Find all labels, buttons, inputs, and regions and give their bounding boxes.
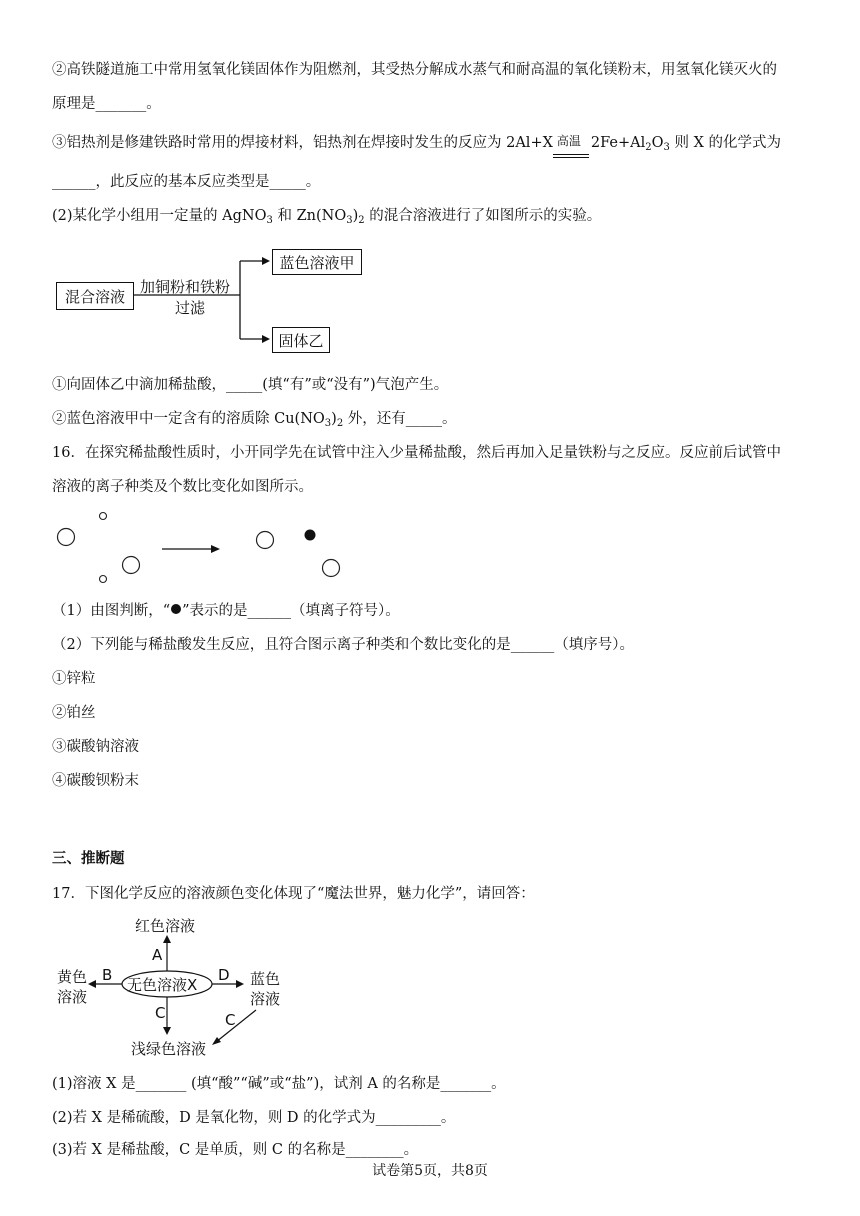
q-line-1: ②高铁隧道施工中常用氢氧化镁固体作为阻燃剂，其受热分解成水蒸气和耐高温的氧化镁粉末，用氢氧化镁灭火的 bbox=[52, 62, 777, 78]
q-line-7: ②蓝色溶液甲中一定含有的溶质除 $Cu(NO_3)_2$ 外，还有_____。 bbox=[52, 411, 457, 429]
flow-out1-box: 蓝色溶液甲 bbox=[272, 249, 362, 275]
arrow-label-c2: C bbox=[225, 1011, 236, 1029]
q-line-4: ______，此反应的基本反应类型是_____。 bbox=[52, 174, 321, 190]
q17-sub-3: (3)若 X 是稀盐酸，C 是单质，则 C 的名称是________。 bbox=[52, 1142, 419, 1158]
magic-bottom-label: 浅绿色溶液 bbox=[131, 1040, 207, 1058]
option-2: ②铂丝 bbox=[52, 705, 96, 721]
q-line-5: (2)某化学小组用一定量的 AgNO$_3$ 和 $Zn(NO_3)_2$ 的混合溶液进行了如图所示的实验。 bbox=[52, 208, 602, 226]
q17-sub-2: (2)若 X 是稀硫酸，D 是氧化物，则 D 的化学式为_________。 bbox=[52, 1110, 456, 1126]
flow-reagent-label: 加铜粉和铁粉 bbox=[140, 278, 231, 296]
q17-line-1: 17．下图化学反应的溶液颜色变化体现了“魔法世界，魅力化学”，请回答： bbox=[52, 886, 535, 902]
condition-label: 高温 bbox=[556, 134, 581, 148]
q16-sub-2: （2）下列能与稀盐酸发生反应，且符合图示离子种类和个数比变化的是______（填序号）。 bbox=[52, 637, 634, 653]
flow-out2-box: 固体乙 bbox=[272, 327, 330, 353]
q-line-2: 原理是_______。 bbox=[52, 96, 161, 112]
arrow-label-b: B bbox=[102, 966, 113, 984]
section-title: 三、推断题 bbox=[52, 850, 125, 867]
q-line-3: ③铝热剂是修建铁路时常用的焊接材料，铝热剂在焊接时发生的反应为 2Al+X 高温 $2Fe+Al_2O_3$ 则 X 的化学式为 bbox=[52, 133, 781, 158]
option-4: ④碳酸钡粉末 bbox=[52, 773, 139, 789]
magic-right-label-1: 蓝色 bbox=[250, 970, 281, 988]
magic-left-label-2: 溶液 bbox=[57, 988, 88, 1006]
q16-line-2: 溶液的离子种类及个数比变化如图所示。 bbox=[52, 479, 313, 495]
magic-top-label: 红色溶液 bbox=[135, 917, 196, 935]
option-3: ③碳酸钠溶液 bbox=[52, 739, 139, 755]
magic-right-label-2: 溶液 bbox=[250, 990, 281, 1008]
option-1: ①锌粒 bbox=[52, 671, 96, 687]
arrow-label-a: A bbox=[152, 946, 163, 964]
page-footer: 试卷第5页，共8页 bbox=[372, 1163, 488, 1179]
arrow-label-c1: C bbox=[155, 1004, 166, 1022]
magic-left-label-1: 黄色 bbox=[57, 968, 88, 986]
q16-sub-1: （1）由图判断，“ ”表示的是______（填离子符号）。 bbox=[52, 603, 400, 619]
q-line-6: ①向固体乙中滴加稀盐酸，_____(填“有”或“没有”)气泡产生。 bbox=[52, 377, 449, 393]
q17-sub-1: (1)溶液 X 是_______ (填“酸”“碱”或“盐”)，试剂 A 的名称是_______。 bbox=[52, 1076, 506, 1092]
q16-line-1: 16．在探究稀盐酸性质时，小开同学先在试管中注入少量稀盐酸，然后再加入足量铁粉与之反应。反应前后试管中 bbox=[52, 445, 781, 461]
arrow-label-d: D bbox=[218, 966, 230, 984]
flow-start-box: 混合溶液 bbox=[56, 282, 134, 310]
flow-filter-label: 过滤 bbox=[175, 299, 206, 317]
center-ellipse bbox=[122, 971, 212, 997]
magic-center-label: 无色溶液X bbox=[127, 976, 198, 994]
